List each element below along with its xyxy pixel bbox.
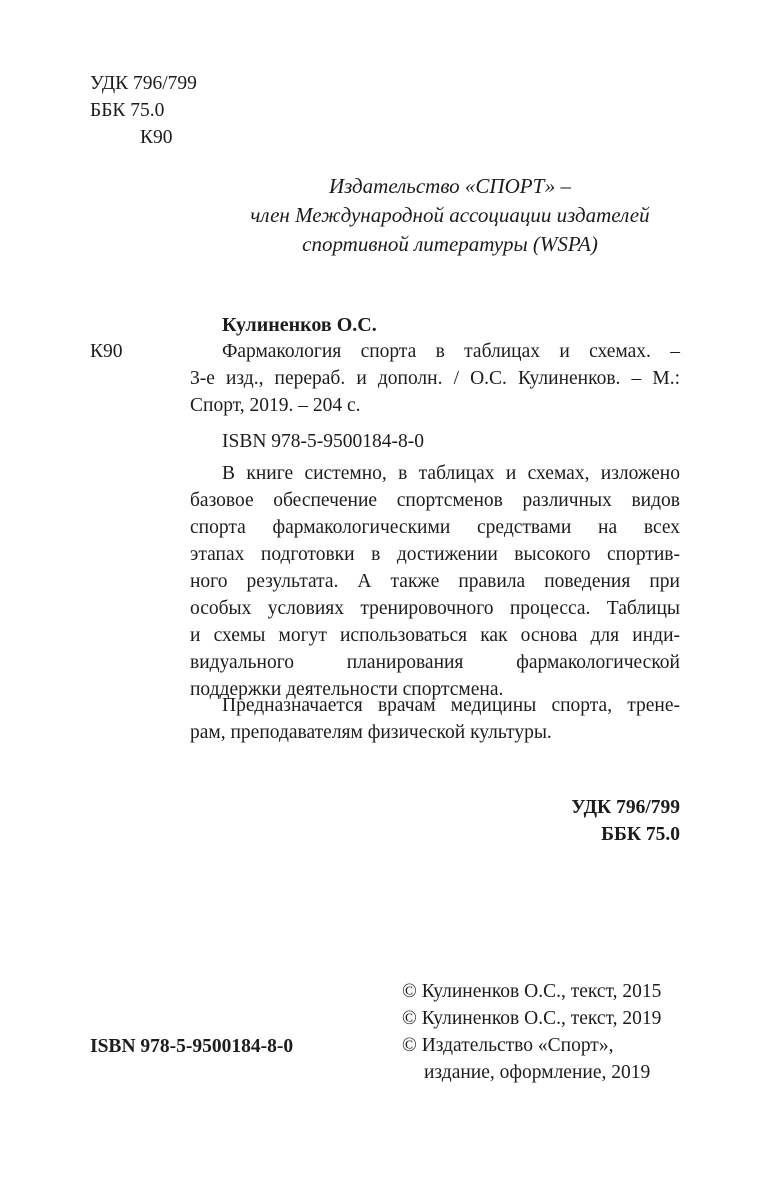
catalog-title-line-1: Фармакология спорта в таблицах и схемах. –: [222, 341, 680, 362]
udk-code: УДК 796/799: [90, 73, 197, 94]
catalog-isbn: ISBN 978-5-9500184-8-0: [222, 431, 425, 452]
copyright-line-3: © Издательство «Спорт»,: [402, 1035, 614, 1056]
abstract-line: В книге системно, в таблицах и схемах, изложено: [222, 463, 680, 484]
bbk-code-bold: ББК 75.0: [601, 824, 680, 845]
purpose-note: [190, 692, 680, 746]
header-classification-codes: [90, 70, 197, 151]
abstract-line: видуального планирования фармакологической: [190, 652, 680, 673]
purpose-line-2: рам, преподавателям физической культуры.: [190, 722, 552, 743]
abstract-line: спорта фармакологическими средствами на всех: [190, 517, 680, 538]
bbk-code: ББК 75.0: [90, 100, 165, 121]
abstract-line: поддержки деятельности спортсмена.: [190, 679, 504, 700]
copyright-line-2: © Кулиненков О.С., текст, 2019: [402, 1008, 662, 1029]
copyright-block: [402, 978, 661, 1086]
isbn-bold: ISBN 978-5-9500184-8-0: [90, 1036, 294, 1057]
udk-code-bold: УДК 796/799: [571, 797, 680, 818]
copyright-line-4: издание, оформление, 2019: [424, 1062, 651, 1083]
publisher-note: [170, 172, 730, 259]
abstract-line: и схемы могут использоваться как основа для инди-: [190, 625, 680, 646]
catalog-author: Кулиненков О.С.: [222, 314, 377, 336]
purpose-line-1: Предназначается врачам медицины спорта, трене-: [222, 695, 680, 716]
catalog-title-line-3: Спорт, 2019. – 204 с.: [190, 395, 361, 416]
catalog-description: [190, 338, 680, 419]
publisher-line-1: Издательство «СПОРТ» –: [328, 174, 572, 198]
abstract-line: ного результата. А также правила поведения при: [190, 571, 680, 592]
abstract-line: базовое обеспечение спортсменов различных видов: [190, 490, 680, 511]
abstract: [190, 460, 680, 703]
copyright-line-1: © Кулиненков О.С., текст, 2015: [402, 981, 662, 1002]
abstract-line: особых условиях тренировочного процесса. Таблицы: [190, 598, 680, 619]
catalog-title-line-2: 3-е изд., перераб. и дополн. / О.С. Кулиненков. – М.:: [190, 368, 680, 389]
author-mark: К90: [140, 127, 173, 148]
catalog-author-mark: К90: [90, 341, 123, 362]
publisher-line-2: член Международной ассоциации издателей: [250, 203, 650, 227]
footer-classification-codes: [480, 794, 680, 848]
abstract-line: этапах подготовки в достижении высокого спортив-: [190, 544, 680, 565]
publisher-line-3: спортивной литературы (WSPA): [302, 232, 598, 256]
